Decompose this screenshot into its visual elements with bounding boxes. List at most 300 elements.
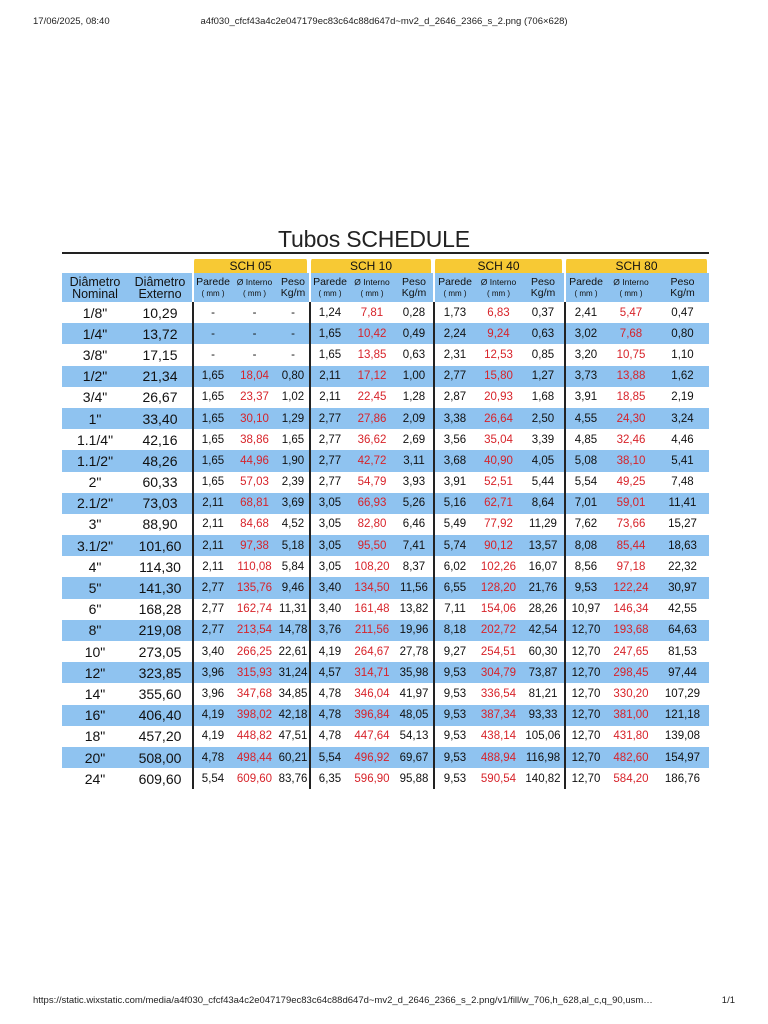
interno-cell: 314,71 [349, 662, 395, 683]
nominal-cell: 3.1/2" [62, 535, 128, 556]
table-row [62, 302, 709, 323]
peso-cell: 42,55 [668, 603, 697, 616]
parede-cell: 2,77 [192, 577, 232, 598]
parede-cell: 9,53 [564, 577, 606, 598]
parede-cell: 12,70 [564, 747, 606, 768]
peso-cell: 15,27 [668, 518, 697, 531]
peso-cell: 3,69 [277, 493, 309, 514]
peso-cell: 0,63 [402, 348, 426, 361]
parede-cell: 6,02 [433, 556, 475, 577]
parede-cell: 7,11 [433, 599, 475, 620]
interno-cell: 84,68 [240, 518, 269, 531]
parede-cell: 2,77 [309, 408, 349, 429]
sch-40-peso-label: Peso [531, 275, 555, 288]
peso-cell: 107,29 [664, 687, 701, 700]
parede-cell: 9,53 [433, 768, 475, 789]
parede-cell: 5,74 [433, 535, 475, 556]
interno-cell: 97,18 [616, 560, 646, 573]
parede-cell: 4,78 [192, 747, 232, 768]
peso-cell: 11,31 [279, 603, 307, 616]
table-row [62, 344, 709, 365]
peso-cell: 42,18 [277, 705, 309, 726]
parede-cell: 3,68 [433, 450, 475, 471]
peso-cell: 0,49 [395, 323, 433, 344]
peso-cell: 3,93 [402, 476, 426, 489]
peso-cell: - [291, 348, 295, 361]
table-row [62, 620, 709, 641]
peso-cell: 0,37 [531, 306, 555, 319]
table-row [62, 408, 709, 429]
peso-cell: 22,32 [668, 560, 697, 573]
peso-cell: 16,07 [528, 560, 558, 573]
print-url: https://static.wixstatic.com/media/a4f030_cfcf43a4c2e047179ec83c64c88d647d~mv2_d_2646_2366_s_2.png/v1/fill/w_706,h_628,al_c,q_90,usm… [33, 995, 653, 1006]
parede-cell: 12,70 [564, 705, 606, 726]
parede-cell: 8,18 [433, 620, 475, 641]
parede-cell: 3,91 [564, 387, 606, 408]
interno-cell: 330,20 [613, 687, 649, 700]
parede-cell: 8,56 [564, 556, 606, 577]
peso-cell: 97,44 [656, 662, 709, 683]
parede-cell: 1,24 [309, 302, 349, 323]
interno-cell: 134,50 [349, 577, 395, 598]
interno-cell: 254,51 [480, 645, 517, 658]
sch-10-interno-header [349, 273, 395, 302]
column-header-row [62, 273, 709, 302]
parede-cell: 1,65 [309, 344, 349, 365]
table-row [62, 683, 709, 704]
externo-cell: 609,60 [138, 770, 182, 787]
table-row [62, 387, 709, 408]
peso-cell: 186,76 [664, 772, 701, 785]
interno-cell: 23,37 [240, 391, 269, 404]
externo-cell: 48,26 [128, 450, 192, 471]
interno-cell: 90,12 [475, 535, 522, 556]
header-spacer [62, 259, 192, 273]
peso-cell: 5,44 [531, 476, 555, 489]
externo-cell: 273,05 [138, 643, 182, 660]
nominal-cell: 1/4" [62, 323, 128, 344]
externo-cell: 168,28 [138, 601, 182, 618]
table-row [62, 705, 709, 726]
peso-cell: 11,41 [656, 493, 709, 514]
nominal-cell: 3" [88, 516, 102, 533]
peso-cell: 30,97 [656, 577, 709, 598]
parede-cell: 12,70 [564, 726, 606, 747]
parede-cell: 2,31 [433, 344, 475, 365]
interno-cell: 26,64 [475, 408, 522, 429]
interno-cell: 62,71 [475, 493, 522, 514]
peso-cell: 21,76 [522, 577, 564, 598]
nominal-cell: 16" [62, 705, 128, 726]
print-date: 17/06/2025, 08:40 [33, 16, 110, 27]
parede-cell: 2,77 [309, 429, 349, 450]
interno-cell: 54,79 [357, 476, 387, 489]
parede-cell: 3,91 [433, 472, 475, 493]
sch-10-peso-unit: Kg/m [401, 286, 427, 299]
peso-cell: 5,18 [277, 535, 309, 556]
interno-cell: 396,84 [349, 705, 395, 726]
interno-cell: 298,45 [606, 662, 656, 683]
parede-cell: 9,53 [433, 705, 475, 726]
interno-cell: 590,54 [480, 772, 517, 785]
table-row [62, 662, 709, 683]
peso-cell: 4,52 [281, 518, 305, 531]
sch-80-peso-header [656, 273, 709, 302]
table-row [62, 450, 709, 471]
sch-80-peso-unit: Kg/m [670, 286, 695, 299]
sch-40-peso-unit: Kg/m [530, 286, 556, 299]
externo-cell: 219,08 [128, 620, 192, 641]
peso-cell: - [291, 306, 295, 319]
peso-cell: 7,48 [671, 476, 694, 489]
sch-40-peso-header [522, 273, 564, 302]
peso-cell: 11,56 [395, 577, 433, 598]
peso-cell: 154,97 [656, 747, 709, 768]
sch-10-parede-unit: ( mm ) [318, 288, 342, 298]
nominal-cell: 1.1/4" [76, 431, 114, 448]
interno-cell: 38,10 [606, 450, 656, 471]
peso-cell: 0,80 [656, 323, 709, 344]
parede-cell: 12,70 [564, 662, 606, 683]
interno-cell: 57,03 [240, 476, 269, 489]
sch-80-interno-unit: ( mm ) [619, 288, 643, 298]
peso-cell: 54,13 [399, 730, 429, 743]
parede-cell: 1,73 [433, 302, 475, 323]
nominal-cell: 1.1/2" [62, 450, 128, 471]
peso-cell: 7,41 [395, 535, 433, 556]
nominal-cell: 5" [62, 577, 128, 598]
sch-05-interno-unit: ( mm ) [242, 288, 267, 298]
sch-40-interno-header [475, 273, 522, 302]
parede-cell: 5,08 [564, 450, 606, 471]
peso-cell: 0,85 [531, 348, 555, 361]
peso-cell: 14,78 [277, 620, 309, 641]
interno-cell: 35,04 [484, 433, 513, 446]
interno-cell: 85,44 [606, 535, 656, 556]
interno-cell: 438,14 [480, 730, 517, 743]
peso-cell: 139,08 [664, 730, 701, 743]
parede-cell: 2,11 [192, 514, 232, 535]
parede-cell: 4,78 [309, 726, 349, 747]
peso-cell: 13,82 [399, 603, 429, 616]
parede-cell: 2,77 [309, 472, 349, 493]
peso-cell: 64,63 [656, 620, 709, 641]
peso-cell: 1,28 [402, 391, 426, 404]
interno-cell: 7,68 [606, 323, 656, 344]
parede-cell: 3,40 [192, 641, 232, 662]
parede-cell: 9,53 [433, 726, 475, 747]
interno-cell: 6,83 [487, 306, 510, 319]
sch-10-peso-header [395, 273, 433, 302]
interno-cell: 315,93 [232, 662, 277, 683]
interno-cell: 346,04 [354, 687, 390, 700]
peso-cell: 93,33 [522, 705, 564, 726]
interno-cell: 584,20 [613, 772, 649, 785]
nominal-cell: 14" [84, 685, 106, 702]
nominal-cell: 10" [84, 643, 106, 660]
table-row [62, 747, 709, 768]
interno-cell: 161,48 [354, 603, 390, 616]
parede-cell: - [192, 344, 232, 365]
externo-cell: 508,00 [128, 747, 192, 768]
parede-cell: 1,65 [192, 450, 232, 471]
externo-cell: 88,90 [142, 516, 178, 533]
parede-cell: 2,77 [433, 366, 475, 387]
sch-40-interno-unit: ( mm ) [486, 288, 511, 298]
interno-cell: 30,10 [232, 408, 277, 429]
interno-cell: 128,20 [475, 577, 522, 598]
interno-cell: 110,08 [237, 560, 272, 573]
interno-cell: 18,85 [616, 391, 646, 404]
externo-cell: 355,60 [138, 685, 182, 702]
table-row [62, 535, 709, 556]
interno-cell: 73,66 [616, 518, 646, 531]
table-row [62, 366, 709, 387]
peso-cell: 81,21 [528, 687, 558, 700]
nominal-cell: 4" [88, 558, 102, 575]
peso-cell: 48,05 [395, 705, 433, 726]
interno-cell: 347,68 [236, 687, 273, 700]
peso-cell: 3,39 [531, 433, 555, 446]
sch-40-parede-header [433, 273, 475, 302]
externo-cell: 13,72 [128, 323, 192, 344]
peso-cell: 19,96 [395, 620, 433, 641]
interno-cell: 59,01 [606, 493, 656, 514]
interno-cell: 596,90 [354, 772, 390, 785]
nominal-cell: 3/8" [82, 346, 108, 363]
interno-cell: 36,62 [357, 433, 387, 446]
interno-cell: 22,45 [357, 391, 387, 404]
nominal-cell: 12" [62, 662, 128, 683]
parede-cell: 1,65 [192, 387, 232, 408]
parede-cell: 3,96 [192, 662, 232, 683]
externo-cell: 21,34 [128, 366, 192, 387]
peso-cell: 1,90 [277, 450, 309, 471]
interno-cell: 13,85 [357, 348, 387, 361]
interno-cell: - [232, 323, 277, 344]
interno-cell: 387,34 [475, 705, 522, 726]
interno-cell: 95,50 [349, 535, 395, 556]
nominal-cell: 24" [84, 770, 106, 787]
interno-cell: 42,72 [349, 450, 395, 471]
schedule-table-body [62, 302, 709, 789]
peso-cell: 0,28 [402, 306, 426, 319]
nominal-cell: 1/2" [62, 366, 128, 387]
schedule-table [62, 259, 709, 789]
parede-cell: 10,97 [564, 599, 606, 620]
interno-cell: 447,64 [354, 730, 390, 743]
peso-cell: 5,84 [281, 560, 305, 573]
parede-cell: 2,11 [192, 493, 232, 514]
sch-05-header: SCH 05 [192, 259, 309, 273]
print-title: a4f030_cfcf43a4c2e047179ec83c64c88d647d~mv2_d_2646_2366_s_2.png (706×628) [200, 16, 568, 27]
interno-cell: 264,67 [354, 645, 390, 658]
peso-cell: 121,18 [656, 705, 709, 726]
interno-cell: 162,74 [236, 603, 273, 616]
table-row [62, 599, 709, 620]
peso-cell: 0,80 [277, 366, 309, 387]
sch-80-interno-header [606, 273, 656, 302]
parede-cell: 3,76 [309, 620, 349, 641]
parede-cell: 2,24 [433, 323, 475, 344]
externo-cell: 33,40 [128, 408, 192, 429]
parede-cell: 4,78 [309, 683, 349, 704]
interno-cell: 431,80 [613, 730, 649, 743]
interno-cell: 10,75 [616, 348, 646, 361]
parede-cell: 1,65 [192, 429, 232, 450]
externo-cell: 73,03 [128, 493, 192, 514]
peso-cell: 83,76 [278, 772, 308, 785]
table-row [62, 472, 709, 493]
externo-cell: 114,30 [139, 558, 181, 575]
table-row [62, 493, 709, 514]
interno-cell: 27,86 [349, 408, 395, 429]
peso-cell: 47,51 [278, 730, 308, 743]
peso-cell: 1,29 [277, 408, 309, 429]
sch-10-interno-unit: ( mm ) [360, 288, 384, 298]
peso-cell: 31,24 [277, 662, 309, 683]
interno-cell: 122,24 [606, 577, 656, 598]
interno-cell: 398,02 [232, 705, 277, 726]
interno-cell: 97,38 [232, 535, 277, 556]
peso-cell: 1,02 [281, 391, 305, 404]
sch-80-peso-label: Peso [670, 275, 695, 288]
peso-cell: 1,65 [281, 433, 305, 446]
interno-cell: 44,96 [232, 450, 277, 471]
parede-cell: 8,08 [564, 535, 606, 556]
interno-cell: 7,81 [360, 306, 384, 319]
peso-cell: 81,53 [668, 645, 697, 658]
parede-cell: 3,02 [564, 323, 606, 344]
sch-10-parede-label: Parede [313, 275, 347, 288]
externo-cell: 457,20 [138, 728, 182, 745]
parede-cell: 2,77 [192, 599, 232, 620]
parede-cell: 3,05 [309, 514, 349, 535]
interno-cell: 381,00 [606, 705, 656, 726]
peso-cell: 69,67 [395, 747, 433, 768]
interno-cell: 77,92 [484, 518, 513, 531]
nominal-cell: 2.1/2" [62, 493, 128, 514]
interno-cell: 10,42 [349, 323, 395, 344]
peso-cell: 0,47 [671, 306, 694, 319]
interno-cell: 488,94 [475, 747, 522, 768]
interno-cell: 266,25 [236, 645, 273, 658]
peso-cell: 2,09 [395, 408, 433, 429]
sch-05-peso-header [277, 273, 309, 302]
interno-cell: 146,34 [613, 603, 649, 616]
parede-cell: 4,85 [564, 429, 606, 450]
sch-05-parede-unit: ( mm ) [201, 288, 225, 298]
interno-cell: 498,44 [232, 747, 277, 768]
sch-80-interno-label: Ø Interno [613, 276, 649, 287]
parede-cell: 12,70 [564, 683, 606, 704]
peso-cell: 116,98 [522, 747, 564, 768]
peso-cell: 9,46 [277, 577, 309, 598]
interno-cell: 38,86 [240, 433, 269, 446]
table-row [62, 768, 709, 789]
sch-10-interno-label: Ø Interno [354, 276, 390, 287]
sch-10-parede-header [309, 273, 349, 302]
peso-cell: 5,26 [395, 493, 433, 514]
externo-cell: 42,16 [142, 431, 178, 448]
peso-cell: 22,61 [278, 645, 308, 658]
sch-40-parede-label: Parede [438, 275, 472, 288]
peso-cell: 0,63 [522, 323, 564, 344]
interno-cell: 17,12 [349, 366, 395, 387]
parede-cell: 1,65 [192, 472, 232, 493]
parede-cell: 12,70 [564, 768, 606, 789]
table-row [62, 556, 709, 577]
sch-40-interno-label: Ø Interno [480, 276, 517, 287]
sch-10-peso-label: Peso [402, 275, 426, 288]
interno-cell: 24,30 [606, 408, 656, 429]
interno-cell: 135,76 [232, 577, 277, 598]
schedule-header-row [62, 259, 709, 273]
interno-cell: 102,26 [480, 560, 517, 573]
interno-cell: - [252, 348, 257, 361]
interno-cell: 213,54 [232, 620, 277, 641]
sch-10-header: SCH 10 [309, 259, 433, 273]
externo-cell: 101,60 [128, 535, 192, 556]
interno-cell: 40,90 [475, 450, 522, 471]
externo-header: Diâmetro Externo [128, 273, 192, 302]
peso-cell: 27,78 [399, 645, 429, 658]
sch-40-parede-unit: ( mm ) [443, 288, 467, 298]
interno-cell: 18,04 [232, 366, 277, 387]
table-row [62, 726, 709, 747]
externo-cell: 26,67 [142, 389, 178, 406]
table-row [62, 323, 709, 344]
nominal-cell: 1/8" [82, 304, 108, 321]
nominal-cell: 1" [62, 408, 128, 429]
parede-cell: 2,77 [192, 620, 232, 641]
peso-cell: 3,24 [656, 408, 709, 429]
nominal-cell: 8" [62, 620, 128, 641]
table-row [62, 577, 709, 598]
parede-cell: 2,41 [564, 302, 606, 323]
parede-cell: - [192, 323, 232, 344]
peso-cell: 60,30 [528, 645, 558, 658]
nominal-cell: 20" [62, 747, 128, 768]
parede-cell: 3,05 [309, 535, 349, 556]
parede-cell: 12,70 [564, 620, 606, 641]
parede-cell: - [192, 302, 232, 323]
parede-cell: 5,49 [433, 514, 475, 535]
parede-cell: 2,11 [309, 366, 349, 387]
sch-05-parede-label: Parede [196, 275, 230, 288]
parede-cell: 3,40 [309, 577, 349, 598]
page-title: Tubos SCHEDULE [278, 226, 470, 252]
parede-cell: 5,54 [192, 768, 232, 789]
parede-cell: 4,55 [564, 408, 606, 429]
interno-cell: 609,60 [236, 772, 273, 785]
parede-cell: 3,56 [433, 429, 475, 450]
interno-cell: 49,25 [616, 476, 646, 489]
externo-cell: 60,33 [142, 474, 178, 491]
parede-cell: 1,65 [192, 408, 232, 429]
nominal-cell: 3/4" [82, 389, 108, 406]
peso-cell: 1,27 [522, 366, 564, 387]
parede-cell: 3,38 [433, 408, 475, 429]
parede-cell: 4,19 [192, 705, 232, 726]
peso-cell: 8,37 [402, 560, 426, 573]
parede-cell: 3,40 [309, 599, 349, 620]
parede-cell: 2,77 [309, 450, 349, 471]
peso-cell: 35,98 [395, 662, 433, 683]
interno-cell: 66,93 [349, 493, 395, 514]
nominal-cell: 2" [88, 474, 102, 491]
externo-cell: 10,29 [142, 304, 178, 321]
